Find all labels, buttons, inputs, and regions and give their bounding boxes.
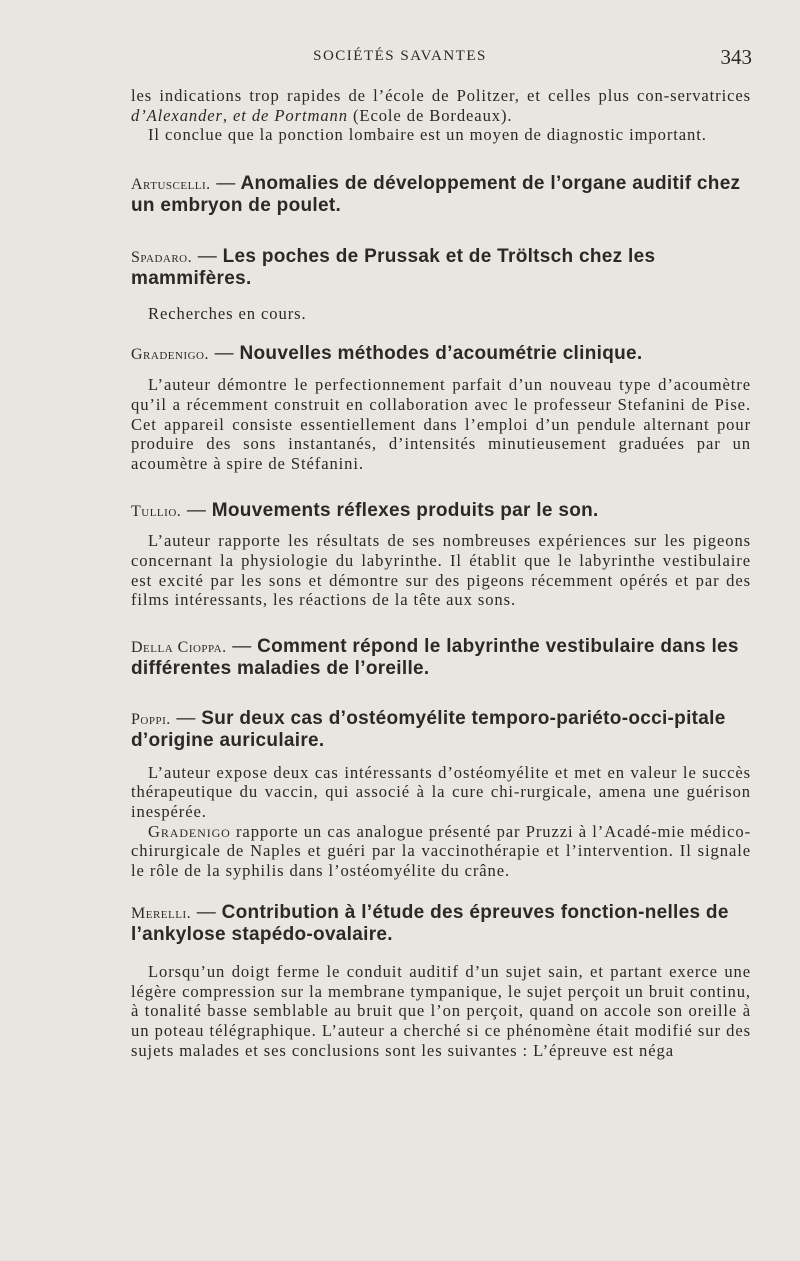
entry-separator: — <box>176 707 196 729</box>
entry-heading-tullio <box>131 500 751 522</box>
entry-author: Tullio. <box>131 503 182 521</box>
entry-body-poppi-gradenigo: Gradenigo rapporte un cas analogue présenté par Pruzzi à l’Acadé-mie médico-chirurgicale de Naples et guéri par la vaccinothérapie et l’intervention. Il signale le rôle de la syphilis dans l’ostéomyélite du crâne. <box>131 821 751 880</box>
entry-heading-della-cioppa <box>131 636 751 679</box>
author-citation-portmann: et de Portmann <box>233 105 348 125</box>
entry-body-poppi: L’auteur expose deux cas intéressants d’ostéomyélite et met en valeur le succès thérapeutique du vaccin, qui associé à la cure chi-rurgicale, amena une guérison inespérée. <box>131 762 751 821</box>
entry-separator: — <box>232 635 252 657</box>
entry-title: Nouvelles méthodes d’acoumétrie clinique. <box>239 343 643 365</box>
entry-author: Merelli. <box>131 905 192 923</box>
entry-heading-gradenigo <box>131 343 751 365</box>
entry-author: Della Cioppa. <box>131 638 227 656</box>
page-number: 343 <box>720 45 752 69</box>
entry-author: Poppi. <box>131 710 171 728</box>
entry-separator: — <box>214 343 234 365</box>
intro-paragraph-continued: les indications trop rapides de l’école de Politzer, et celles plus con-servatrices d’Alexander, et de Portmann (Ecole de Bordeaux). <box>131 86 751 125</box>
entry-author: Artuscelli. <box>131 175 211 193</box>
entry-title: Mouvements réflexes produits par le son. <box>211 500 599 522</box>
entry-title: Comment répond le labyrinthe vestibulaire dans les différentes maladies de l’oreille. <box>131 635 739 679</box>
entry-author: Gradenigo. <box>131 346 209 364</box>
entry-author: Spadaro. <box>131 248 193 266</box>
cited-author: Gradenigo <box>148 821 231 841</box>
entry-body-merelli: Lorsqu’un doigt ferme le conduit auditif d’un sujet sain, et partant exerce une légère compression sur la membrane tympanique, le sujet perçoit un bruit continu, à tonalité basse semblable au bruit que l’on perçoit, quand on accole son oreille à un poteau télégraphique. L’auteur a cherché si ce phénomène était modifié sur des sujets malades et ses conclusions sont les suivantes : L’épreuve est néga <box>131 962 751 1060</box>
entry-separator: — <box>196 902 217 924</box>
entry-body-gradenigo: L’auteur démontre le perfectionnement parfait d’un nouveau type d’acoumètre qu’il a récemment construit en collaboration avec le professeur Stefanini de Pise. Cet appareil consiste essentiellement dans l’emploi d’un pendule alternant pour produire des sons instantanés, d’intensités minutieusement graduées par un acoumètre à spire de Stéfanini. <box>131 375 751 473</box>
page-header <box>0 45 800 72</box>
author-citation-alexander: d’Alexander <box>131 105 223 125</box>
entry-title: Contribution à l’étude des épreuves fonction-nelles de l’ankylose stapédo-ovalaire. <box>131 902 729 946</box>
entry-title: Anomalies de développement de l’organe auditif chez un embryon de poulet. <box>131 172 741 216</box>
entry-title: Les poches de Prussak et de Tröltsch chez les mammifères. <box>131 245 656 289</box>
entry-heading-merelli <box>131 902 751 945</box>
entry-body-spadaro: Recherches en cours. <box>148 303 307 323</box>
entry-separator: — <box>186 500 207 522</box>
entry-heading-spadaro <box>131 246 751 289</box>
intro-conclusion-paragraph: Il conclue que la ponction lombaire est un moyen de diagnostic important. <box>148 125 707 145</box>
page-body <box>131 86 751 1060</box>
entry-separator: — <box>197 245 218 267</box>
entry-heading-artuscelli <box>131 173 751 216</box>
entry-body-tullio: L’auteur rapporte les résultats de ses nombreuses expériences sur les pigeons concernant la physiologie du labyrinthe. Il établit que le labyrinthe vestibulaire est excité par les sons et démontre sur des pigeons récemment opérés et par des films intéressants, les réactions de la tête aux sons. <box>131 531 751 610</box>
entry-heading-poppi <box>131 708 751 751</box>
entry-title: Sur deux cas d’ostéomyélite temporo-pariéto-occi-pitale d’origine auriculaire. <box>131 707 726 751</box>
running-head: SOCIÉTÉS SAVANTES <box>313 48 487 64</box>
entry-separator: — <box>216 172 236 194</box>
